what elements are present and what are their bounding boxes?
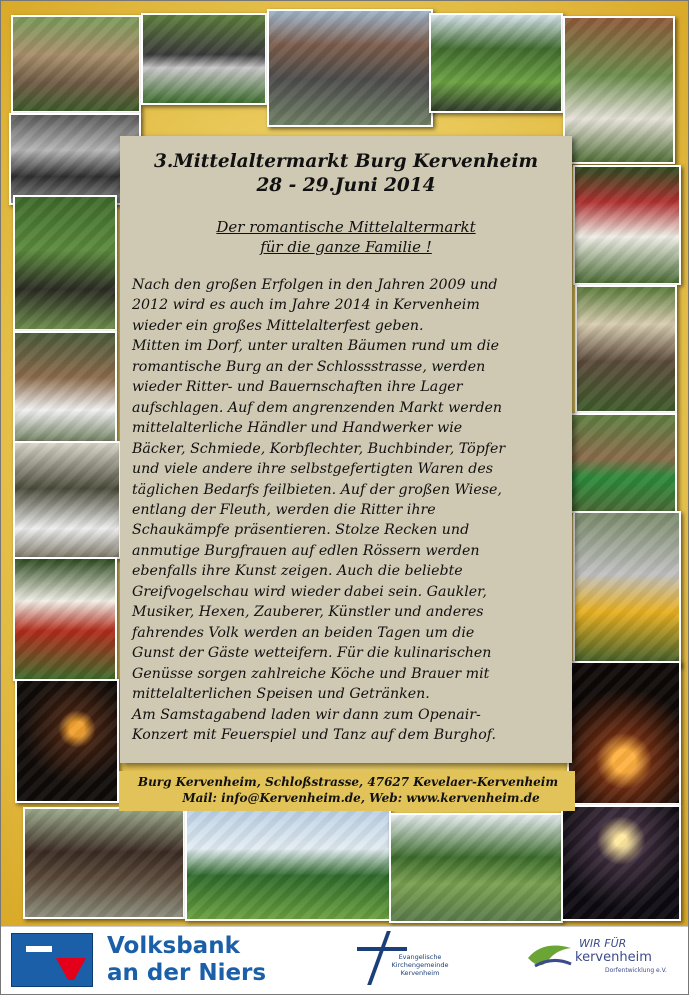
description-line: Musiker, Hexen, Zauberer, Künstler und anderes: [132, 604, 484, 621]
park-tents-photo: [185, 809, 391, 921]
description-line: romantische Burg an der Schlossstrasse, werden: [132, 358, 486, 375]
wir-line-3: Dorfentwicklung e.V.: [605, 967, 667, 974]
event-title: [120, 150, 572, 198]
night-concert-photo: [561, 805, 681, 921]
horse-riders-photo: [23, 807, 185, 919]
event-description: [132, 275, 566, 745]
description-line: mittelalterlichen Speisen und Getränken.: [132, 686, 430, 703]
description-line: 2012 wird es auch im Jahre 2014 in Kervenheim: [132, 297, 480, 314]
description-line: mittelalterliche Händler und Handwerker wie: [132, 420, 463, 437]
costume-family-photo: [563, 16, 675, 164]
contact-mail-web: Mail: info@Kervenheim.de, Web: www.kervenheim.de: [182, 791, 540, 805]
title-line-1: 3.Mittelaltermarkt Burg Kervenheim: [153, 151, 539, 172]
knight-shield-photo: [573, 511, 681, 667]
description-line: fahrendes Volk werden an beiden Tagen um die: [132, 624, 475, 641]
description-line: wieder Ritter- und Bauernschaften ihre Lager: [132, 379, 463, 396]
horse-parade-photo: [141, 13, 267, 105]
description-line: täglichen Bedarfs feilbieten. Auf der großen Wiese,: [132, 481, 502, 498]
church-line-2: Kirchengemeinde: [391, 961, 449, 969]
wir-line-1: WIR FÜR: [579, 937, 627, 950]
subtitle-line-2: für die ganze Familie !: [260, 238, 432, 256]
meadow-knights-photo: [429, 13, 563, 113]
fire-show-photo: [567, 661, 681, 805]
volksbank-name: Volksbank: [107, 933, 240, 959]
village-crowd-photo: [267, 9, 433, 127]
wir-line-2: kervenheim: [575, 950, 652, 965]
church-line-3: Kervenheim: [400, 969, 440, 977]
event-subtitle: [120, 217, 572, 257]
description-line: Nach den großen Erfolgen in den Jahren 2009 und: [132, 277, 498, 293]
subtitle-line-1: Der romantische Mittelaltermarkt: [216, 218, 476, 236]
title-line-2: 28 - 29.Juni 2014: [256, 175, 436, 196]
volksbank-logo-icon: [11, 933, 93, 987]
merchant-stall-photo: [575, 285, 677, 413]
pavilion-tent-photo: [13, 557, 117, 681]
description-line: ebenfalls ihre Kunst zeigen. Auch die beliebte: [132, 563, 463, 580]
volksbank-region: an der Niers: [107, 960, 267, 986]
description-line: Genüsse sorgen zahlreiche Köche und Brauer mit: [132, 665, 490, 682]
contact-address: Burg Kervenheim, Schloßstrasse, 47627 Kevelaer-Kervenheim: [137, 775, 559, 789]
description-line: entlang der Fleuth, werden die Ritter ihre: [132, 501, 436, 518]
description-line: wieder ein großes Mittelalterfest geben.: [132, 317, 424, 334]
description-line: Mitten im Dorf, unter uralten Bäumen rund um die: [132, 338, 500, 355]
pond-meadow-photo: [389, 813, 563, 923]
description-line: Schaukämpfe präsentieren. Stolze Recken und: [132, 522, 470, 539]
craft-stall-photo: [13, 441, 121, 559]
church-line-1: Evangelische: [398, 953, 442, 961]
description-line: Gunst der Gäste wetteifern. Für die kulinarischen: [132, 645, 492, 662]
handcart-jester-photo: [569, 413, 677, 513]
market-goods-photo: [573, 165, 681, 285]
description-line: Konzert mit Feuerspiel und Tanz auf dem Burghof.: [132, 726, 497, 743]
description-line: Greifvogelschau wird wieder dabei sein. Gaukler,: [132, 583, 487, 600]
description-line: und viele andere ihre selbstgefertigten Waren des: [132, 461, 494, 478]
description-line: Am Samstagabend laden wir dann zum Openair-: [132, 706, 481, 723]
market-crowd-photo: [11, 15, 141, 113]
description-line: anmutige Burgfrauen auf edlen Rössern werden: [132, 542, 480, 559]
description-line: Bäcker, Schmiede, Korbflechter, Buchbinder, Töpfer: [132, 440, 506, 457]
fire-dancer-photo: [15, 679, 119, 803]
garden-table-photo: [13, 195, 117, 331]
white-tablecloth-photo: [13, 331, 117, 445]
description-line: aufschlagen. Auf dem angrenzenden Markt werden: [132, 399, 503, 416]
wir-fuer-kervenheim-logo-icon: [525, 936, 575, 976]
